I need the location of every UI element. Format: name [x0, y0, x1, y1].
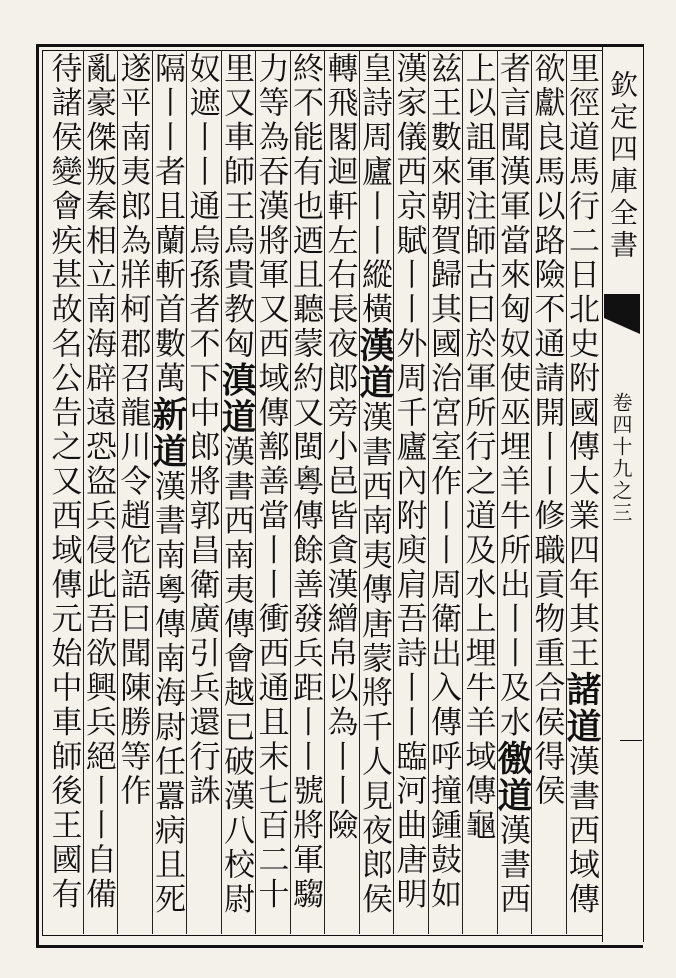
text-segment: 夜郎旁小邑皆貪漢繒帛以為丨丨險	[321, 327, 358, 844]
text-column	[528, 52, 566, 932]
fish-tail-mark-icon	[602, 294, 642, 334]
text-column	[390, 52, 428, 932]
entry-headword: 漢道	[354, 327, 395, 402]
text-segment: 皇詩周廬丨丨縱橫	[356, 52, 392, 328]
text-segment: 域傳龜	[459, 740, 496, 844]
text-segment: 漢書西	[494, 814, 530, 918]
text-segment: 兹王數來朝賀歸其國治宮室作丨丨周衛出入傳呼撞鍾鼓如	[425, 52, 461, 912]
margin-divider	[620, 740, 642, 741]
column-rule	[324, 50, 325, 934]
text-segment: 漢家儀西京賦丨丨外周千廬內附庾肩吾詩丨丨臨河曲唐明	[390, 52, 427, 912]
text-column	[321, 52, 359, 932]
text-segment: 者言聞漢軍當來匈奴使巫埋羊牛所出丨丨及水	[494, 52, 530, 740]
text-segment: 待諸侯變會疾甚故名公告之又西域傳元始中車師後王國有	[45, 52, 82, 912]
column-rule	[255, 50, 256, 934]
text-segment: 不下中郎將郭昌衛廣引兵還行誅	[183, 327, 220, 809]
text-column	[459, 52, 497, 932]
text-segment: 漢書西域傳	[563, 745, 599, 918]
text-segment: 欲獻良馬以路險不通請開丨丨修職貢物	[528, 52, 565, 637]
text-segment: 漢書南粵傳南海尉任囂病且死	[149, 470, 185, 918]
text-segment: 轉飛閣迴軒左右長	[321, 52, 358, 328]
column-rule	[117, 50, 118, 934]
text-column	[287, 52, 325, 932]
text-column	[183, 52, 221, 932]
text-segment: 里徑道馬行二日北史附國傳大業四年其王	[563, 52, 599, 672]
entry-headword: 新道	[147, 396, 188, 470]
column-rule	[531, 50, 532, 934]
text-segment: 重合侯得侯	[528, 636, 565, 809]
text-segment: 隔丨丨者且蘭斬首數萬	[149, 52, 185, 396]
column-rule	[221, 50, 222, 934]
entry-headword: 諸道	[561, 671, 602, 746]
column-rule	[462, 50, 463, 934]
column-rule	[566, 50, 567, 934]
text-column	[354, 52, 395, 932]
column-rule	[428, 50, 429, 934]
text-segment: 里又車師王烏貴教匈	[218, 52, 254, 362]
column-rule	[393, 50, 394, 934]
text-column	[561, 52, 602, 932]
text-segment: 漢書西南夷傳唐蒙將千人見夜郎侯	[356, 401, 392, 918]
text-column	[492, 52, 533, 932]
column-rule	[290, 50, 291, 934]
column-rule	[152, 50, 153, 934]
volume-label: 卷四十九之三	[609, 392, 633, 524]
text-column	[45, 52, 83, 932]
column-rule	[186, 50, 187, 934]
text-column	[114, 52, 152, 932]
text-segment: 亂豪傑叛秦相立南海辟遠恐盜兵侵此吾欲興兵絕丨丨自備	[80, 52, 116, 912]
text-column	[216, 52, 257, 932]
text-segment: 遂平南夷郎為牂柯郡	[114, 52, 151, 362]
text-segment: 終不能有也迺且聽蒙約又閩粵傳餘善發兵距丨丨號將軍騶	[287, 52, 323, 912]
column-rule	[83, 50, 84, 934]
entry-headword: 徼道	[492, 740, 533, 814]
text-segment: 漢書西南夷傳會越已破漢八校尉	[218, 435, 254, 918]
text-segment: 奴遮丨丨通烏孫者	[183, 52, 220, 328]
text-segment: 上以詛軍注師古曰於軍所行之道及水上埋牛羊	[459, 52, 496, 740]
text-column	[425, 52, 463, 932]
text-segment: 力等為吞漢將軍又西域傳鄯善當丨丨衝西通且末七百二十	[252, 52, 289, 912]
column-rule	[497, 50, 498, 934]
column-rule	[359, 50, 360, 934]
text-segment: 召龍川令趙佗語曰聞陳勝等作	[114, 361, 151, 809]
book-title: 欽定四庫全書	[606, 70, 639, 262]
text-column	[252, 52, 290, 932]
text-column	[147, 52, 188, 932]
text-column	[80, 52, 118, 932]
entry-headword: 滇道	[216, 361, 257, 436]
